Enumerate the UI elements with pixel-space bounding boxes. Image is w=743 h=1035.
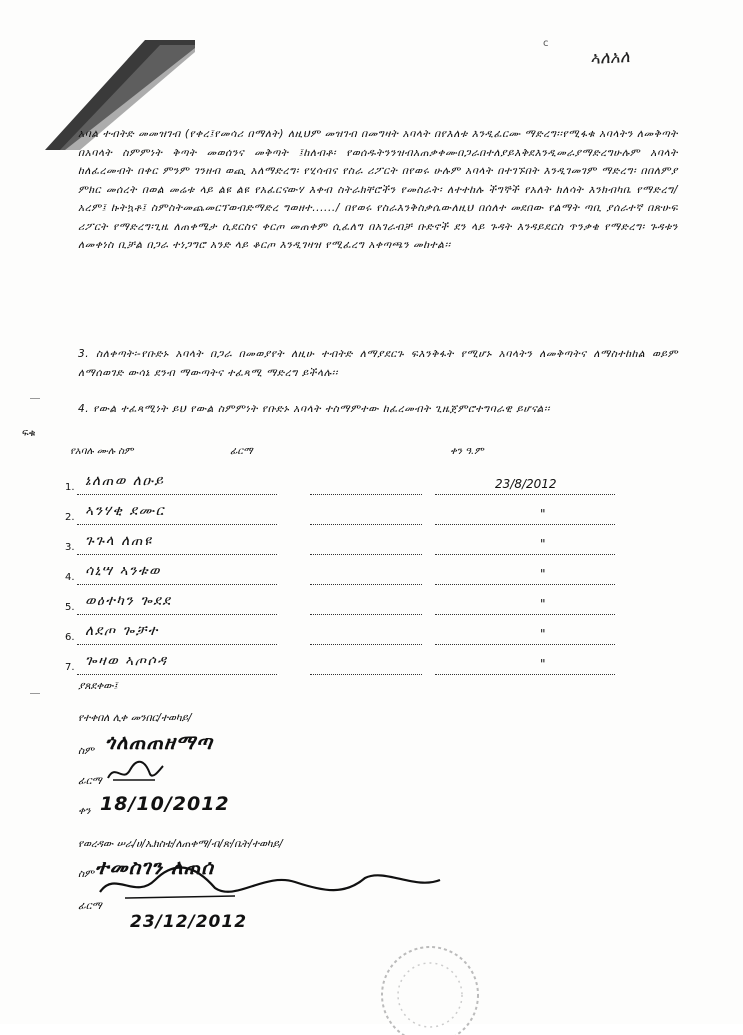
row-number: 5. bbox=[65, 602, 75, 613]
office-sign-label: ፊርማ bbox=[78, 900, 102, 912]
margin-tick bbox=[30, 693, 40, 694]
member-date: 23/8/2012 bbox=[495, 477, 557, 491]
member-name: ኣንሃቂ ደሙር bbox=[85, 503, 165, 519]
faded-stamp bbox=[370, 935, 490, 1035]
receiver-title: የተቀበለ ሊቀ መንበር/ተወካይ/ bbox=[78, 712, 192, 724]
office-title: የወረዳው ሠራ/ሀ/ኤክስቴ/ለጠቀማ/ብ/ጽ/ቤት/ተወካይ/ bbox=[78, 838, 283, 850]
paragraph-penalty: 3. ስለቀጣት፡-የቡድኑ አባላት በጋራ በመወያየት ለዚሁ ተብትድ ለማያደርጉ ፍእንቅፋት የሚሆኑ አባላትን ለመቅጣትና ለማስተከከል ወይም ለማሰወገድ ውሳኔ ደንብ ማውጣትና ተፈጻሚ ማድረግ ይችላሉ፡፡ bbox=[78, 348, 678, 379]
handwritten-top-note: ኣለአለ bbox=[589, 46, 631, 70]
row-number: 4. bbox=[65, 572, 75, 583]
receiver-name-label: ስም bbox=[78, 745, 94, 757]
margin-tick bbox=[30, 398, 40, 399]
paragraph-duties: አባል ተብትድ መመዝገብ (የቀረ፤የመሳሪ በማለት) ለዚህም መዝገብ በመግዛት አባላት በየእለቱ እንዲፈርሙ ማድረግ፡፡የሚፋቁ አባላትን ለመቅጣት በአባላት ስምምነት ቅጣት መወሰንና መቅጣት ፤ከለብቶ፡ የወሰዱትንንዝብአጠቃቀሙበጋራበተለያይእቅደእንዲመራያማድረግሁሉም አባላት ከለፈረመብት በቀር ምንም ገንዘብ ወጪ አለማድረግ፡ የሂሳብና የስራ ሪፖርት በየወሩ ሁሉም አባላት በተገኙበት እንዲገመገም ማድረግ፡ በበለምያ ምክር መሰረት በወል መሬቱ ላይ ልዩ ልዩ የአፈርናውሃ እቀብ ስትራክቸሮችን የመስራት፡ ለተተከሉ ችግኞች የአለት ክለሳት እንክብካቤ የማድረግ/አረም፤ ኩትኳቶ፤ ስምስትመጨመርፕወብድማድረ ግወዘተ....../ በየወሩ የስራእንቅስቃሴውለዚህ በሰለተ መደበው የልማት ጣቢ ያሰራተኛ በጽሁፍ ሪፖርት የማድረግ፡ጊዜ ለጠቀሜታ ሲደርስና ቀርጦ መጠቀም ሲፈለግ በአገራብቻ ቡድኖች ደን ላይ ጉዳት እንዳይደርስ ጥንቃቄ የማድረግ፡ ጉዳቱን ለመቀነስ ቢቻል በጋራ ተነጋግሮ አንድ ላይ ቆርጦ እንዲገዛዝ የሚፈረግ አቀጣጫን መከተል፡፡ bbox=[78, 128, 678, 251]
header-date: ቀን ዓ.ም bbox=[450, 446, 484, 457]
header-full-name: የአባሉ ሙሉ ስም bbox=[70, 446, 134, 457]
date-line bbox=[435, 674, 615, 675]
row-number: 2. bbox=[65, 512, 75, 523]
table-row bbox=[65, 615, 665, 645]
row-number: 7. bbox=[65, 662, 75, 673]
receiver-signature bbox=[105, 758, 165, 786]
member-name: ጐዛወ ኣጦሶዳ bbox=[85, 653, 168, 669]
members-table-header bbox=[70, 446, 670, 464]
paragraph-agreement-effect: 4. የውል ተፈጻሚነት ይህ የውል ስምምነት የቡድኑ አባላት ተስማምተው ከፈረመብት ጊዜጀምሮተግባራዊ ይሆናል፡፡ bbox=[78, 403, 550, 415]
receiver-name-value: ጎለጠጠዘማጣ bbox=[105, 730, 213, 754]
table-row bbox=[65, 495, 665, 525]
office-name-label: ስም bbox=[78, 868, 94, 880]
approved-label: ያጸደቀው፤ bbox=[78, 680, 118, 692]
signature-line bbox=[310, 674, 422, 675]
member-date: " bbox=[540, 507, 546, 521]
member-name: ወዕተካን ጐደደ bbox=[85, 593, 172, 609]
office-signature bbox=[95, 850, 445, 905]
row-number: 3. bbox=[65, 542, 75, 553]
header-signature: ፊርማ bbox=[230, 446, 253, 457]
office-date-value: 23/12/2012 bbox=[130, 912, 248, 932]
table-row bbox=[65, 465, 665, 495]
member-name: ለደጦ ጐቻተ bbox=[85, 623, 159, 639]
member-name: ጉጉላ ለጠዩ bbox=[85, 533, 153, 549]
member-date: " bbox=[540, 627, 546, 641]
table-row bbox=[65, 555, 665, 585]
member-date: " bbox=[540, 567, 546, 581]
member-date: " bbox=[540, 657, 546, 671]
receiver-date-label: ቀን bbox=[78, 805, 91, 817]
member-date: " bbox=[540, 597, 546, 611]
table-row bbox=[65, 645, 665, 675]
row-number: 1. bbox=[65, 482, 75, 493]
name-line bbox=[77, 674, 277, 675]
office-name-value: ተመስገን ለጠሰ bbox=[95, 855, 214, 879]
table-row bbox=[65, 585, 665, 615]
corner-mark: c bbox=[543, 38, 549, 49]
table-row bbox=[65, 525, 665, 555]
receiver-sign-label: ፊርማ bbox=[78, 775, 102, 787]
receiver-date-value: 18/10/2012 bbox=[100, 793, 230, 815]
side-note: ፍቁ bbox=[22, 428, 36, 439]
member-name: ኔለጠወ ለዑይ bbox=[85, 473, 165, 489]
row-number: 6. bbox=[65, 632, 75, 643]
member-name: ሳኒሣ ኣንቱወ bbox=[85, 563, 161, 579]
member-date: " bbox=[540, 537, 546, 551]
